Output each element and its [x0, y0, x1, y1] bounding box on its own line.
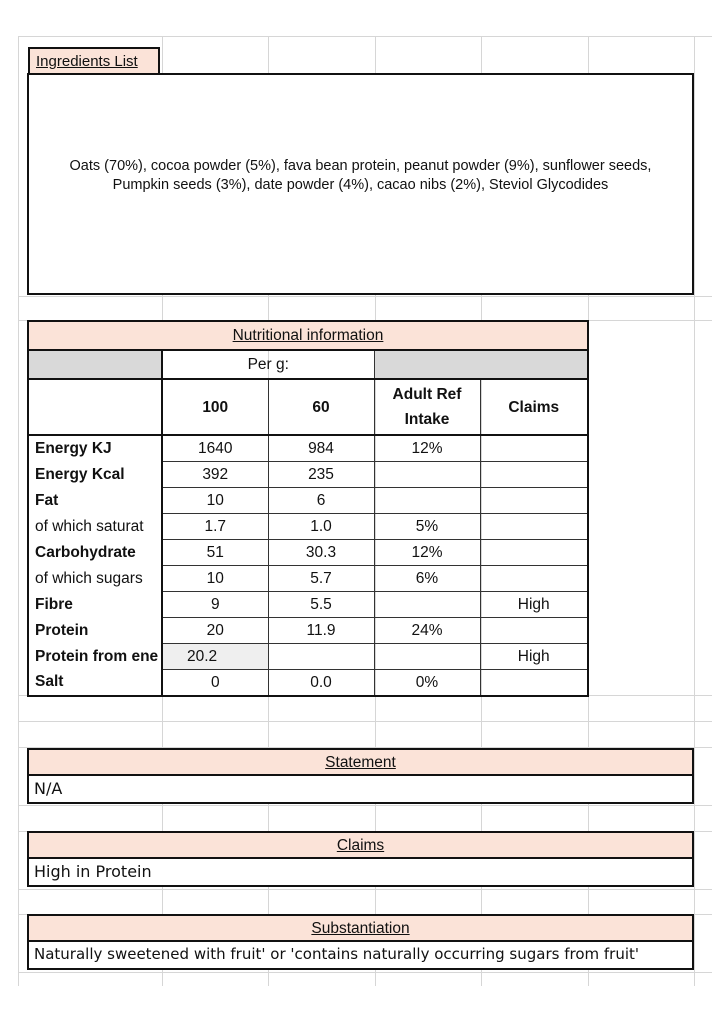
value-ref: 24% [374, 618, 480, 644]
table-row [28, 618, 588, 644]
row-label: Energy Kcal [28, 462, 162, 488]
value-60: 5.7 [268, 566, 374, 592]
value-claim: High [480, 644, 588, 670]
table-row [28, 592, 588, 618]
value-ref: 6% [374, 566, 480, 592]
per-g-label: Per g: [162, 350, 374, 379]
value-60: 235 [268, 462, 374, 488]
value-claim: High [480, 592, 588, 618]
ingredients-line-1: Oats (70%), cocoa powder (5%), fava bean protein, peanut powder (9%), sunflower seeds, [69, 158, 652, 174]
value-100: 1640 [162, 435, 268, 462]
value-ref [374, 644, 480, 670]
table-row [28, 488, 588, 514]
value-ref [374, 488, 480, 514]
value-60: 5.5 [268, 592, 374, 618]
value-100: 20 [162, 618, 268, 644]
value-ref: 12% [374, 540, 480, 566]
row-label: Protein [28, 618, 162, 644]
per-g-blank-cell-right [374, 350, 588, 379]
row-label: Carbohydrate [28, 540, 162, 566]
value-100: 392 [162, 462, 268, 488]
header-blank-cell [28, 379, 162, 435]
value-100: 9 [162, 592, 268, 618]
value-claim [480, 566, 588, 592]
value-ref: 12% [374, 435, 480, 462]
value-100: 0 [162, 670, 268, 697]
header-claims: Claims [480, 379, 588, 435]
value-100: 10 [162, 488, 268, 514]
table-row [28, 540, 588, 566]
row-label: Protein from ene [28, 644, 162, 670]
table-row [28, 462, 588, 488]
claims-text: High in Protein [27, 859, 694, 887]
value-claim [480, 488, 588, 514]
value-claim [480, 618, 588, 644]
value-100: 20.2 [162, 644, 268, 670]
table-row [28, 670, 588, 697]
table-row [28, 435, 588, 462]
ingredients-list-label: Ingredients List [28, 47, 160, 73]
value-claim [480, 670, 588, 697]
value-100: 10 [162, 566, 268, 592]
nutrition-table [27, 320, 589, 697]
value-claim [480, 435, 588, 462]
row-label: of which sugars [28, 566, 162, 592]
value-60: 11.9 [268, 618, 374, 644]
claims-header: Claims [27, 831, 694, 859]
value-ref [374, 462, 480, 488]
row-label: of which saturat [28, 514, 162, 540]
value-100: 51 [162, 540, 268, 566]
header-100: 100 [162, 379, 268, 435]
table-row [28, 644, 588, 670]
ingredients-line-2: Pumpkin seeds (3%), date powder (4%), cacao nibs (2%), Steviol Glycodides [112, 177, 609, 193]
header-60: 60 [268, 379, 374, 435]
value-60: 984 [268, 435, 374, 462]
statement-header: Statement [27, 748, 694, 776]
value-claim [480, 514, 588, 540]
ingredients-text-box [27, 73, 694, 295]
substantiation-text: Naturally sweetened with fruit' or 'contains naturally occurring sugars from fruit' [27, 942, 694, 970]
value-100: 1.7 [162, 514, 268, 540]
nutrition-title: Nutritional information [28, 321, 588, 350]
table-row [28, 566, 588, 592]
value-claim [480, 462, 588, 488]
per-g-blank-cell [28, 350, 162, 379]
value-claim [480, 540, 588, 566]
value-ref [374, 592, 480, 618]
row-label: Fat [28, 488, 162, 514]
row-label: Salt [28, 670, 162, 697]
value-60 [268, 644, 374, 670]
header-adult-ref-intake: Adult Ref Intake [374, 379, 480, 435]
statement-text: N/A [27, 776, 694, 804]
value-60: 30.3 [268, 540, 374, 566]
value-60: 0.0 [268, 670, 374, 697]
value-60: 1.0 [268, 514, 374, 540]
value-ref: 0% [374, 670, 480, 697]
substantiation-header: Substantiation [27, 914, 694, 942]
table-row [28, 514, 588, 540]
row-label: Energy KJ [28, 435, 162, 462]
value-60: 6 [268, 488, 374, 514]
value-ref: 5% [374, 514, 480, 540]
row-label: Fibre [28, 592, 162, 618]
